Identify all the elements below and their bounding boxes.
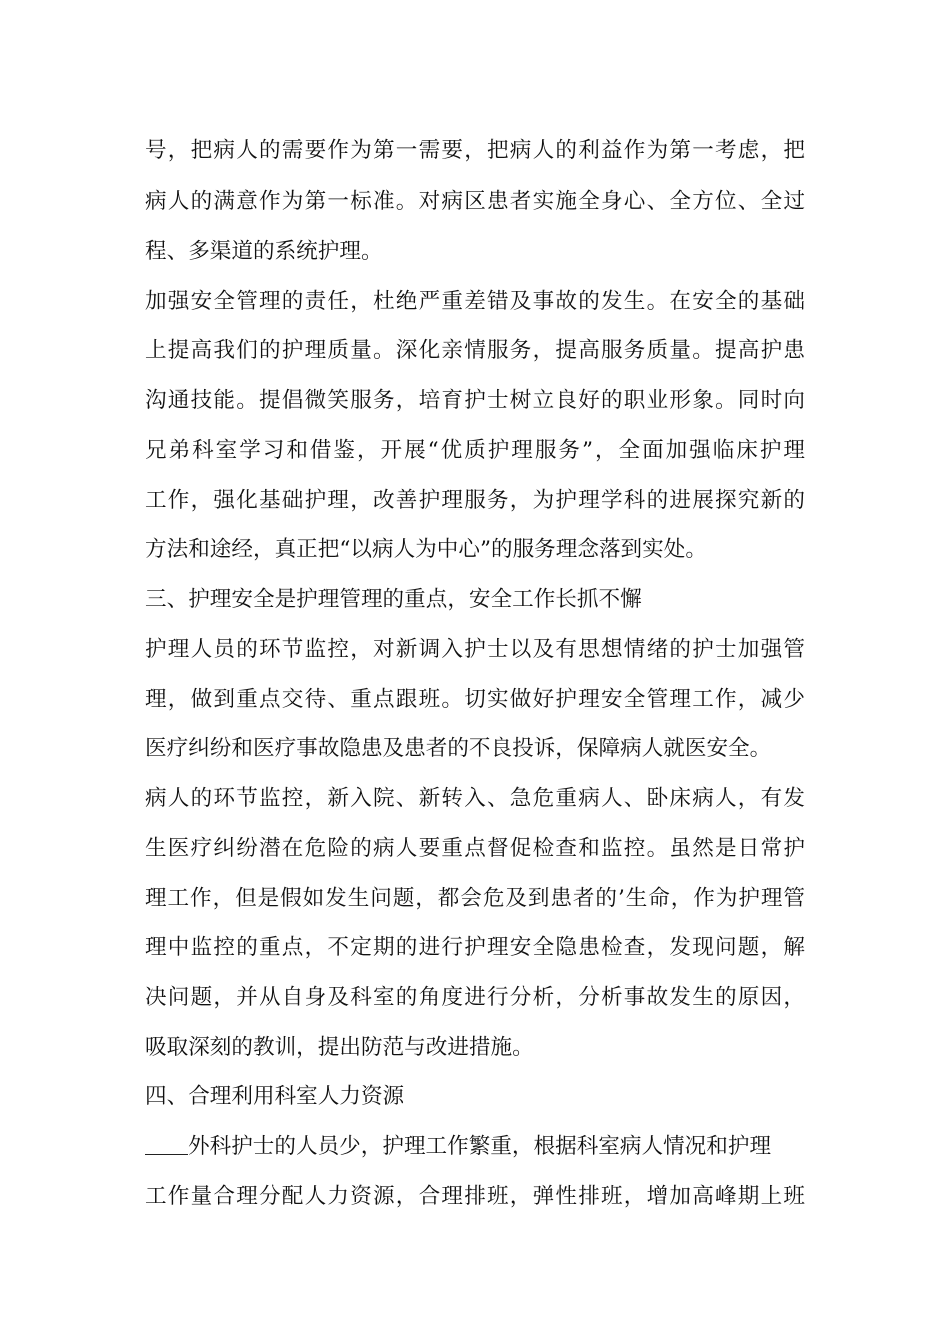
text-line: 外科护士的人员少，护理工作繁重，根据科室病人情况和护理 bbox=[188, 1134, 772, 1159]
text-line: 决问题，并从自身及科室的角度进行分析，分析事故发生的原因， bbox=[145, 985, 805, 1010]
text-line: 上提高我们的护理质量。深化亲情服务，提高服务质量。提高护患 bbox=[145, 338, 805, 363]
text-line: 兄弟科室学习和借鉴，开展“优质护理服务”，全面加强临床护理 bbox=[145, 438, 805, 463]
text-line: 程、多渠道的系统护理。 bbox=[145, 239, 383, 264]
text-line: 理中监控的重点，不定期的进行护理安全隐患检查，发现问题，解 bbox=[145, 935, 805, 960]
text-line: 方法和途经，真正把“以病人为中心”的服务理念落到实处。 bbox=[145, 537, 707, 562]
text-line: 生医疗纠纷潜在危险的病人要重点督促检查和监控。虽然是日常护 bbox=[145, 836, 805, 861]
text-line: 理，做到重点交待、重点跟班。切实做好护理安全管理工作，减少 bbox=[145, 687, 805, 712]
section-heading: 四、合理利用科室人力资源 bbox=[145, 1084, 405, 1109]
text-line: 医疗纠纷和医疗事故隐患及患者的不良投诉，保障病人就医安全。 bbox=[145, 736, 772, 761]
text-line: 吸取深刻的教训，提出防范与改进措施。 bbox=[145, 1035, 534, 1060]
text-line: 病人的满意作为第一标准。对病区患者实施全身心、全方位、全过 bbox=[145, 189, 805, 214]
text-line: 加强安全管理的责任，杜绝严重差错及事故的发生。在安全的基础 bbox=[145, 289, 805, 314]
text-line: 沟通技能。提倡微笑服务，培育护士树立良好的职业形象。同时向 bbox=[145, 388, 805, 413]
text-line: 号，把病人的需要作为第一需要，把病人的利益作为第一考虑，把 bbox=[145, 138, 805, 163]
text-line: 工作，强化基础护理，改善护理服务，为护理学科的进展探究新的 bbox=[145, 488, 805, 513]
text-line: 护理人员的环节监控，对新调入护士以及有思想情绪的护士加强管 bbox=[145, 637, 805, 662]
text-line: 工作量合理分配人力资源，合理排班，弹性排班，增加高峰期上班 bbox=[145, 1184, 805, 1209]
fill-in-blank bbox=[145, 1153, 188, 1155]
section-heading: 三、护理安全是护理管理的重点，安全工作长抓不懈 bbox=[145, 587, 642, 612]
text-line: 理工作，但是假如发生问题，都会危及到患者的’生命，作为护理管 bbox=[145, 886, 805, 911]
indented-line bbox=[145, 1127, 805, 1167]
text-line: 病人的环节监控，新入院、新转入、急危重病人、卧床病人，有发 bbox=[145, 786, 805, 811]
